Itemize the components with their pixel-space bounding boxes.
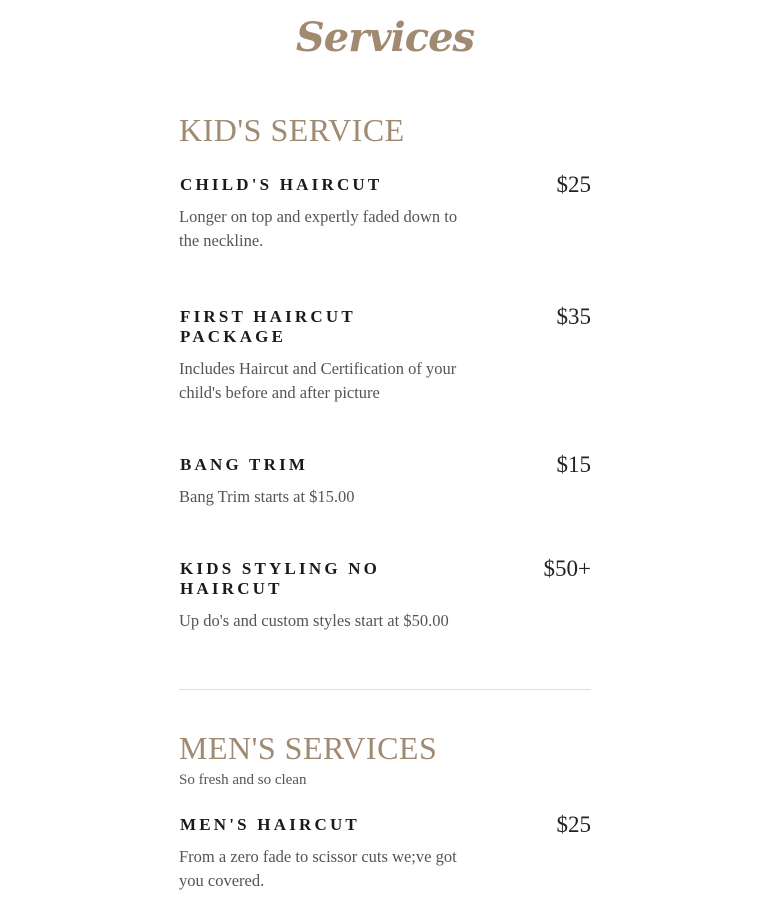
service-name: MEN'S HAIRCUT xyxy=(180,815,360,834)
service-item-mens-haircut xyxy=(179,812,591,893)
section-subtitle: So fresh and so clean xyxy=(179,772,307,788)
service-description: Longer on top and expertly faded down to the neckline. xyxy=(179,207,458,250)
service-description: Up do's and custom styles start at $50.00 xyxy=(179,611,449,630)
service-item-first-haircut-package xyxy=(179,304,591,405)
service-price: $35 xyxy=(556,304,591,329)
service-price: $25 xyxy=(556,172,591,197)
service-item-bang-trim xyxy=(179,452,591,509)
service-description: Includes Haircut and Certification of your child's before and after picture xyxy=(179,359,457,402)
page-title: Services xyxy=(295,14,475,61)
service-price: $25 xyxy=(556,812,591,837)
service-name: KIDS STYLING NO HAIRCUT xyxy=(180,559,381,598)
service-price: $50+ xyxy=(543,556,591,581)
section-title-kids: KID'S SERVICE xyxy=(179,112,405,148)
service-item-kids-styling xyxy=(179,556,591,633)
service-description: Bang Trim starts at $15.00 xyxy=(179,487,355,506)
service-name: CHILD'S HAIRCUT xyxy=(180,175,383,194)
service-name: BANG TRIM xyxy=(180,455,309,474)
section-title-mens: MEN'S SERVICES xyxy=(179,730,438,766)
service-description: From a zero fade to scissor cuts we;ve got you covered. xyxy=(179,847,457,890)
service-price: $15 xyxy=(556,452,591,477)
service-item-childs-haircut xyxy=(179,172,591,253)
services-list xyxy=(179,110,591,893)
service-name: FIRST HAIRCUT PACKAGE xyxy=(180,307,356,346)
section-divider xyxy=(179,689,591,690)
